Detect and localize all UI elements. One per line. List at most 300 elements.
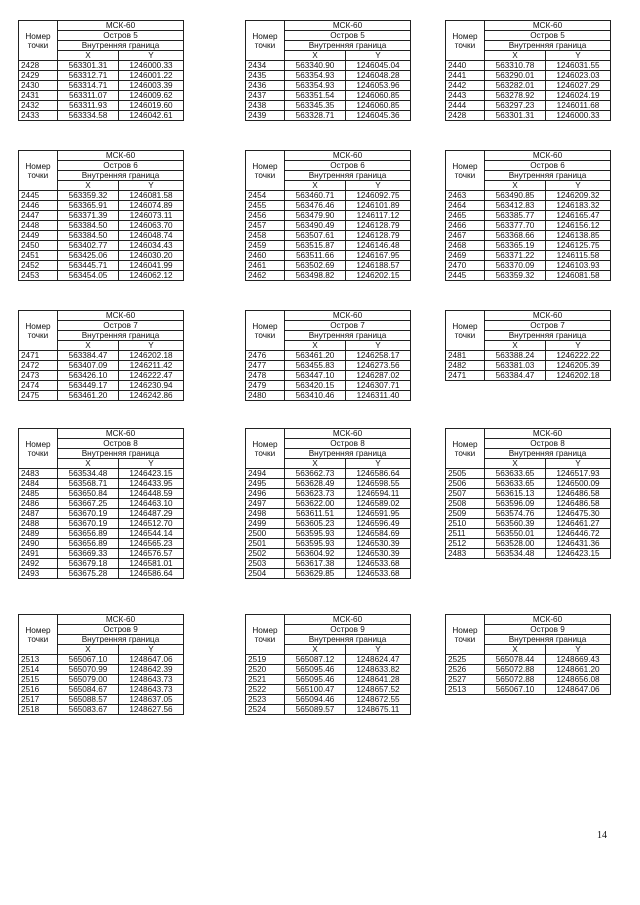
- table-row: [446, 211, 611, 221]
- point-header-line-2: точки: [254, 330, 276, 340]
- point-header-line-2: точки: [254, 40, 276, 50]
- point-number-header: [446, 615, 485, 655]
- island-header: Остров 7: [485, 321, 611, 331]
- point-number-cell: 2435: [246, 71, 285, 81]
- point-number-cell: 2471: [19, 351, 58, 361]
- y-coordinate-cell: 1246586.64: [346, 469, 411, 479]
- x-coordinate-cell: 563426.10: [58, 371, 119, 381]
- point-number-cell: 2447: [19, 211, 58, 221]
- coordinate-table: [245, 310, 411, 401]
- point-number-cell: 2484: [19, 479, 58, 489]
- point-header-line-2: точки: [254, 634, 276, 644]
- point-number-cell: 2431: [19, 91, 58, 101]
- point-header-line-2: точки: [27, 40, 49, 50]
- x-coordinate-cell: 563371.22: [485, 251, 546, 261]
- x-coordinate-cell: 565095.46: [285, 675, 346, 685]
- point-number-cell: 2483: [446, 549, 485, 559]
- point-number-cell: 2520: [246, 665, 285, 675]
- x-column-header: X: [485, 181, 546, 191]
- table-row: [246, 351, 411, 361]
- island-header: Остров 8: [485, 439, 611, 449]
- table-row: [246, 549, 411, 559]
- point-header-line-1: Номер: [252, 625, 278, 635]
- y-coordinate-cell: 1248656.08: [546, 675, 611, 685]
- x-coordinate-cell: 563615.13: [485, 489, 546, 499]
- point-number-cell: 2449: [19, 231, 58, 241]
- point-number-cell: 2478: [246, 371, 285, 381]
- x-coordinate-cell: 563359.32: [58, 191, 119, 201]
- x-coordinate-cell: 563312.71: [58, 71, 119, 81]
- point-header-line-2: точки: [454, 330, 476, 340]
- coordinate-system-header: МСК-60: [485, 21, 611, 31]
- table-row: [246, 655, 411, 665]
- y-coordinate-cell: 1248643.73: [119, 685, 184, 695]
- point-number-cell: 2461: [246, 261, 285, 271]
- point-number-cell: 2470: [446, 261, 485, 271]
- table-row: [446, 81, 611, 91]
- point-header-line-1: Номер: [252, 439, 278, 449]
- table-row: [246, 559, 411, 569]
- y-coordinate-cell: 1246041.99: [119, 261, 184, 271]
- point-number-cell: 2490: [19, 539, 58, 549]
- point-number-cell: 2443: [446, 91, 485, 101]
- x-coordinate-cell: 563445.71: [58, 261, 119, 271]
- y-column-header: Y: [546, 181, 611, 191]
- table-row: [19, 101, 184, 111]
- y-coordinate-cell: 1246433.95: [119, 479, 184, 489]
- y-coordinate-cell: 1246048.28: [346, 71, 411, 81]
- table-row: [19, 241, 184, 251]
- point-number-cell: 2515: [19, 675, 58, 685]
- coordinate-system-header: МСК-60: [485, 311, 611, 321]
- island-header: Остров 6: [285, 161, 411, 171]
- point-number-cell: 2440: [446, 61, 485, 71]
- y-coordinate-cell: 1246063.70: [119, 221, 184, 231]
- table-row: [446, 529, 611, 539]
- x-column-header: X: [58, 459, 119, 469]
- island-header: Остров 5: [285, 31, 411, 41]
- table-row: [246, 675, 411, 685]
- point-number-cell: 2432: [19, 101, 58, 111]
- point-header-line-1: Номер: [452, 161, 478, 171]
- x-coordinate-cell: 563412.83: [485, 201, 546, 211]
- point-number-header: [19, 429, 58, 469]
- table-row: [19, 509, 184, 519]
- table-row: [19, 231, 184, 241]
- table-row: [19, 529, 184, 539]
- border-type-header: Внутренняя граница: [58, 331, 184, 341]
- border-type-header: Внутренняя граница: [485, 171, 611, 181]
- point-number-cell: 2485: [19, 489, 58, 499]
- island-header: Остров 5: [58, 31, 184, 41]
- y-coordinate-cell: 1246591.95: [346, 509, 411, 519]
- x-coordinate-cell: 563515.87: [285, 241, 346, 251]
- point-number-cell: 2442: [446, 81, 485, 91]
- table-row: [446, 539, 611, 549]
- table-row: [246, 221, 411, 231]
- table-row: [446, 251, 611, 261]
- table-row: [19, 499, 184, 509]
- point-header-line-2: точки: [454, 40, 476, 50]
- y-coordinate-cell: 1246431.36: [546, 539, 611, 549]
- coordinate-system-header: МСК-60: [58, 615, 184, 625]
- table-row: [19, 675, 184, 685]
- point-number-cell: 2497: [246, 499, 285, 509]
- table-row: [446, 351, 611, 361]
- y-coordinate-cell: 1246024.19: [546, 91, 611, 101]
- point-number-cell: 2451: [19, 251, 58, 261]
- point-number-header: [19, 311, 58, 351]
- y-coordinate-cell: 1246092.75: [346, 191, 411, 201]
- y-coordinate-cell: 1246209.32: [546, 191, 611, 201]
- island-header: Остров 9: [58, 625, 184, 635]
- point-number-header: [19, 21, 58, 61]
- x-coordinate-cell: 565087.12: [285, 655, 346, 665]
- y-coordinate-cell: 1246023.03: [546, 71, 611, 81]
- point-number-cell: 2491: [19, 549, 58, 559]
- border-type-header: Внутренняя граница: [58, 41, 184, 51]
- point-number-cell: 2481: [446, 351, 485, 361]
- point-number-cell: 2433: [19, 111, 58, 121]
- y-coordinate-cell: 1246081.58: [546, 271, 611, 281]
- table-row: [446, 61, 611, 71]
- point-header-line-1: Номер: [25, 31, 51, 41]
- x-coordinate-cell: 563449.17: [58, 381, 119, 391]
- x-column-header: X: [285, 645, 346, 655]
- y-column-header: Y: [346, 341, 411, 351]
- point-number-cell: 2462: [246, 271, 285, 281]
- table-row: [446, 201, 611, 211]
- x-coordinate-cell: 563623.73: [285, 489, 346, 499]
- y-coordinate-cell: 1248672.55: [346, 695, 411, 705]
- y-coordinate-cell: 1246258.17: [346, 351, 411, 361]
- table-row: [19, 655, 184, 665]
- point-number-cell: 2463: [446, 191, 485, 201]
- x-coordinate-cell: 563534.48: [58, 469, 119, 479]
- point-number-cell: 2477: [246, 361, 285, 371]
- y-coordinate-cell: 1246027.29: [546, 81, 611, 91]
- table-row: [246, 705, 411, 715]
- point-number-cell: 2476: [246, 351, 285, 361]
- coordinate-table: [18, 310, 184, 401]
- x-column-header: X: [58, 51, 119, 61]
- table-row: [246, 101, 411, 111]
- y-column-header: Y: [119, 51, 184, 61]
- x-coordinate-cell: 563359.32: [485, 271, 546, 281]
- point-header-line-1: Номер: [452, 321, 478, 331]
- x-coordinate-cell: 563314.71: [58, 81, 119, 91]
- table-row: [19, 559, 184, 569]
- point-number-cell: 2495: [246, 479, 285, 489]
- point-number-cell: 2504: [246, 569, 285, 579]
- point-number-cell: 2455: [246, 201, 285, 211]
- x-coordinate-cell: 565084.67: [58, 685, 119, 695]
- border-type-header: Внутренняя граница: [285, 449, 411, 459]
- x-coordinate-cell: 565070.99: [58, 665, 119, 675]
- point-header-line-1: Номер: [452, 31, 478, 41]
- table-row: [446, 271, 611, 281]
- y-coordinate-cell: 1248641.28: [346, 675, 411, 685]
- island-header: Остров 6: [58, 161, 184, 171]
- x-coordinate-cell: 563368.66: [485, 231, 546, 241]
- table-row: [19, 695, 184, 705]
- point-header-line-1: Номер: [252, 31, 278, 41]
- y-coordinate-cell: 1246533.68: [346, 559, 411, 569]
- x-column-header: X: [485, 459, 546, 469]
- point-number-header: [19, 151, 58, 191]
- point-number-cell: 2429: [19, 71, 58, 81]
- point-number-cell: 2517: [19, 695, 58, 705]
- x-coordinate-cell: 563311.07: [58, 91, 119, 101]
- table-row: [246, 479, 411, 489]
- x-coordinate-cell: 563596.09: [485, 499, 546, 509]
- y-coordinate-cell: 1246475.30: [546, 509, 611, 519]
- coordinate-table: [18, 614, 184, 715]
- table-row: [246, 71, 411, 81]
- table-row: [246, 665, 411, 675]
- table-row: [246, 391, 411, 401]
- y-coordinate-cell: 1246586.64: [119, 569, 184, 579]
- point-number-cell: 2505: [446, 469, 485, 479]
- x-column-header: X: [485, 645, 546, 655]
- point-number-cell: 2465: [446, 211, 485, 221]
- border-type-header: Внутренняя граница: [485, 449, 611, 459]
- table-row: [446, 371, 611, 381]
- y-coordinate-cell: 1248637.05: [119, 695, 184, 705]
- x-coordinate-cell: 563384.47: [58, 351, 119, 361]
- y-coordinate-cell: 1246042.61: [119, 111, 184, 121]
- y-coordinate-cell: 1246000.33: [119, 61, 184, 71]
- y-column-header: Y: [346, 181, 411, 191]
- point-number-cell: 2454: [246, 191, 285, 201]
- y-coordinate-cell: 1246103.93: [546, 261, 611, 271]
- table-row: [246, 261, 411, 271]
- x-coordinate-cell: 563629.85: [285, 569, 346, 579]
- x-coordinate-cell: 563371.39: [58, 211, 119, 221]
- point-header-line-2: точки: [454, 634, 476, 644]
- x-coordinate-cell: 563502.69: [285, 261, 346, 271]
- point-header-line-1: Номер: [25, 625, 51, 635]
- point-number-cell: 2502: [246, 549, 285, 559]
- point-number-header: [446, 21, 485, 61]
- coordinate-system-header: МСК-60: [58, 311, 184, 321]
- y-column-header: Y: [546, 341, 611, 351]
- coordinate-system-header: МСК-60: [58, 429, 184, 439]
- point-header-line-2: точки: [254, 170, 276, 180]
- table-row: [19, 221, 184, 231]
- point-header-line-1: Номер: [25, 161, 51, 171]
- point-header-line-2: точки: [454, 170, 476, 180]
- point-number-cell: 2493: [19, 569, 58, 579]
- x-coordinate-cell: 563479.90: [285, 211, 346, 221]
- y-coordinate-cell: 1246009.62: [119, 91, 184, 101]
- x-coordinate-cell: 563297.23: [485, 101, 546, 111]
- point-header-line-2: точки: [27, 330, 49, 340]
- table-row: [246, 569, 411, 579]
- x-coordinate-cell: 563633.65: [485, 469, 546, 479]
- point-number-cell: 2441: [446, 71, 485, 81]
- table-row: [19, 261, 184, 271]
- table-row: [246, 271, 411, 281]
- table-row: [19, 569, 184, 579]
- x-column-header: X: [58, 181, 119, 191]
- point-number-cell: 2434: [246, 61, 285, 71]
- y-coordinate-cell: 1246060.85: [346, 91, 411, 101]
- border-type-header: Внутренняя граница: [485, 41, 611, 51]
- table-row: [19, 469, 184, 479]
- point-number-cell: 2428: [446, 111, 485, 121]
- y-column-header: Y: [119, 645, 184, 655]
- y-coordinate-cell: 1246156.12: [546, 221, 611, 231]
- y-column-header: Y: [546, 51, 611, 61]
- y-column-header: Y: [119, 181, 184, 191]
- x-coordinate-cell: 563550.01: [485, 529, 546, 539]
- table-row: [446, 499, 611, 509]
- point-number-cell: 2527: [446, 675, 485, 685]
- y-column-header: Y: [119, 341, 184, 351]
- island-header: Остров 9: [485, 625, 611, 635]
- table-row: [19, 519, 184, 529]
- y-column-header: Y: [346, 51, 411, 61]
- point-number-cell: 2464: [446, 201, 485, 211]
- coordinate-system-header: МСК-60: [285, 21, 411, 31]
- coordinate-system-header: МСК-60: [58, 21, 184, 31]
- y-coordinate-cell: 1248647.06: [546, 685, 611, 695]
- point-header-line-2: точки: [27, 448, 49, 458]
- y-coordinate-cell: 1246584.69: [346, 529, 411, 539]
- table-row: [246, 231, 411, 241]
- table-row: [246, 695, 411, 705]
- y-coordinate-cell: 1248657.52: [346, 685, 411, 695]
- point-header-line-1: Номер: [252, 161, 278, 171]
- table-row: [246, 529, 411, 539]
- table-row: [19, 489, 184, 499]
- y-coordinate-cell: 1246211.42: [119, 361, 184, 371]
- y-coordinate-cell: 1246530.39: [346, 539, 411, 549]
- page-number: 14: [597, 830, 607, 841]
- x-coordinate-cell: 565095.46: [285, 665, 346, 675]
- table-row: [19, 391, 184, 401]
- x-coordinate-cell: 563507.61: [285, 231, 346, 241]
- table-row: [19, 81, 184, 91]
- border-type-header: Внутренняя граница: [285, 41, 411, 51]
- x-coordinate-cell: 563461.20: [58, 391, 119, 401]
- y-coordinate-cell: 1246031.55: [546, 61, 611, 71]
- coordinate-system-header: МСК-60: [285, 429, 411, 439]
- y-coordinate-cell: 1246581.01: [119, 559, 184, 569]
- table-row: [446, 91, 611, 101]
- point-number-cell: 2453: [19, 271, 58, 281]
- y-coordinate-cell: 1246003.39: [119, 81, 184, 91]
- border-type-header: Внутренняя граница: [485, 635, 611, 645]
- y-coordinate-cell: 1246530.39: [346, 549, 411, 559]
- point-number-cell: 2482: [446, 361, 485, 371]
- table-row: [246, 685, 411, 695]
- x-coordinate-cell: 563461.20: [285, 351, 346, 361]
- point-header-line-1: Номер: [452, 439, 478, 449]
- x-coordinate-cell: 563490.49: [285, 221, 346, 231]
- x-coordinate-cell: 563410.46: [285, 391, 346, 401]
- border-type-header: Внутренняя граница: [485, 331, 611, 341]
- point-number-cell: 2508: [446, 499, 485, 509]
- x-coordinate-cell: 563402.77: [58, 241, 119, 251]
- point-number-cell: 2457: [246, 221, 285, 231]
- table-row: [246, 201, 411, 211]
- table-row: [19, 705, 184, 715]
- y-coordinate-cell: 1246101.89: [346, 201, 411, 211]
- point-number-cell: 2460: [246, 251, 285, 261]
- point-number-header: [246, 615, 285, 655]
- table-row: [19, 271, 184, 281]
- table-row: [19, 351, 184, 361]
- point-number-cell: 2501: [246, 539, 285, 549]
- y-coordinate-cell: 1246030.20: [119, 251, 184, 261]
- x-coordinate-cell: 563605.23: [285, 519, 346, 529]
- x-coordinate-cell: 563425.06: [58, 251, 119, 261]
- table-row: [19, 201, 184, 211]
- table-row: [246, 241, 411, 251]
- y-coordinate-cell: 1246230.94: [119, 381, 184, 391]
- x-coordinate-cell: 563454.05: [58, 271, 119, 281]
- y-coordinate-cell: 1246242.86: [119, 391, 184, 401]
- y-coordinate-cell: 1246517.93: [546, 469, 611, 479]
- x-coordinate-cell: 563528.00: [485, 539, 546, 549]
- point-number-header: [19, 615, 58, 655]
- y-coordinate-cell: 1246512.70: [119, 519, 184, 529]
- x-coordinate-cell: 563595.93: [285, 529, 346, 539]
- y-coordinate-cell: 1246128.79: [346, 221, 411, 231]
- x-coordinate-cell: 563490.85: [485, 191, 546, 201]
- y-column-header: Y: [119, 459, 184, 469]
- coordinate-table: [445, 150, 611, 281]
- x-coordinate-cell: 563669.33: [58, 549, 119, 559]
- x-coordinate-cell: 563340.90: [285, 61, 346, 71]
- x-coordinate-cell: 563628.49: [285, 479, 346, 489]
- y-coordinate-cell: 1246222.22: [546, 351, 611, 361]
- point-number-cell: 2438: [246, 101, 285, 111]
- coordinate-table: [18, 20, 184, 121]
- y-coordinate-cell: 1246019.60: [119, 101, 184, 111]
- x-coordinate-cell: 563662.73: [285, 469, 346, 479]
- point-number-cell: 2519: [246, 655, 285, 665]
- x-coordinate-cell: 565083.67: [58, 705, 119, 715]
- point-header-line-2: точки: [454, 448, 476, 458]
- table-row: [19, 381, 184, 391]
- island-header: Остров 8: [285, 439, 411, 449]
- y-coordinate-cell: 1246463.10: [119, 499, 184, 509]
- point-number-header: [246, 311, 285, 351]
- point-number-cell: 2437: [246, 91, 285, 101]
- x-coordinate-cell: 563351.54: [285, 91, 346, 101]
- point-number-cell: 2499: [246, 519, 285, 529]
- x-coordinate-cell: 563311.93: [58, 101, 119, 111]
- point-number-cell: 2467: [446, 231, 485, 241]
- y-coordinate-cell: 1246461.27: [546, 519, 611, 529]
- point-number-cell: 2522: [246, 685, 285, 695]
- y-coordinate-cell: 1246446.72: [546, 529, 611, 539]
- x-coordinate-cell: 565067.10: [485, 685, 546, 695]
- point-header-line-2: точки: [254, 448, 276, 458]
- y-coordinate-cell: 1246486.58: [546, 499, 611, 509]
- y-coordinate-cell: 1246074.89: [119, 201, 184, 211]
- point-number-cell: 2473: [19, 371, 58, 381]
- coordinate-table: [445, 310, 611, 381]
- x-coordinate-cell: 563476.46: [285, 201, 346, 211]
- x-column-header: X: [285, 459, 346, 469]
- x-column-header: X: [485, 51, 546, 61]
- point-number-cell: 2496: [246, 489, 285, 499]
- x-coordinate-cell: 565078.44: [485, 655, 546, 665]
